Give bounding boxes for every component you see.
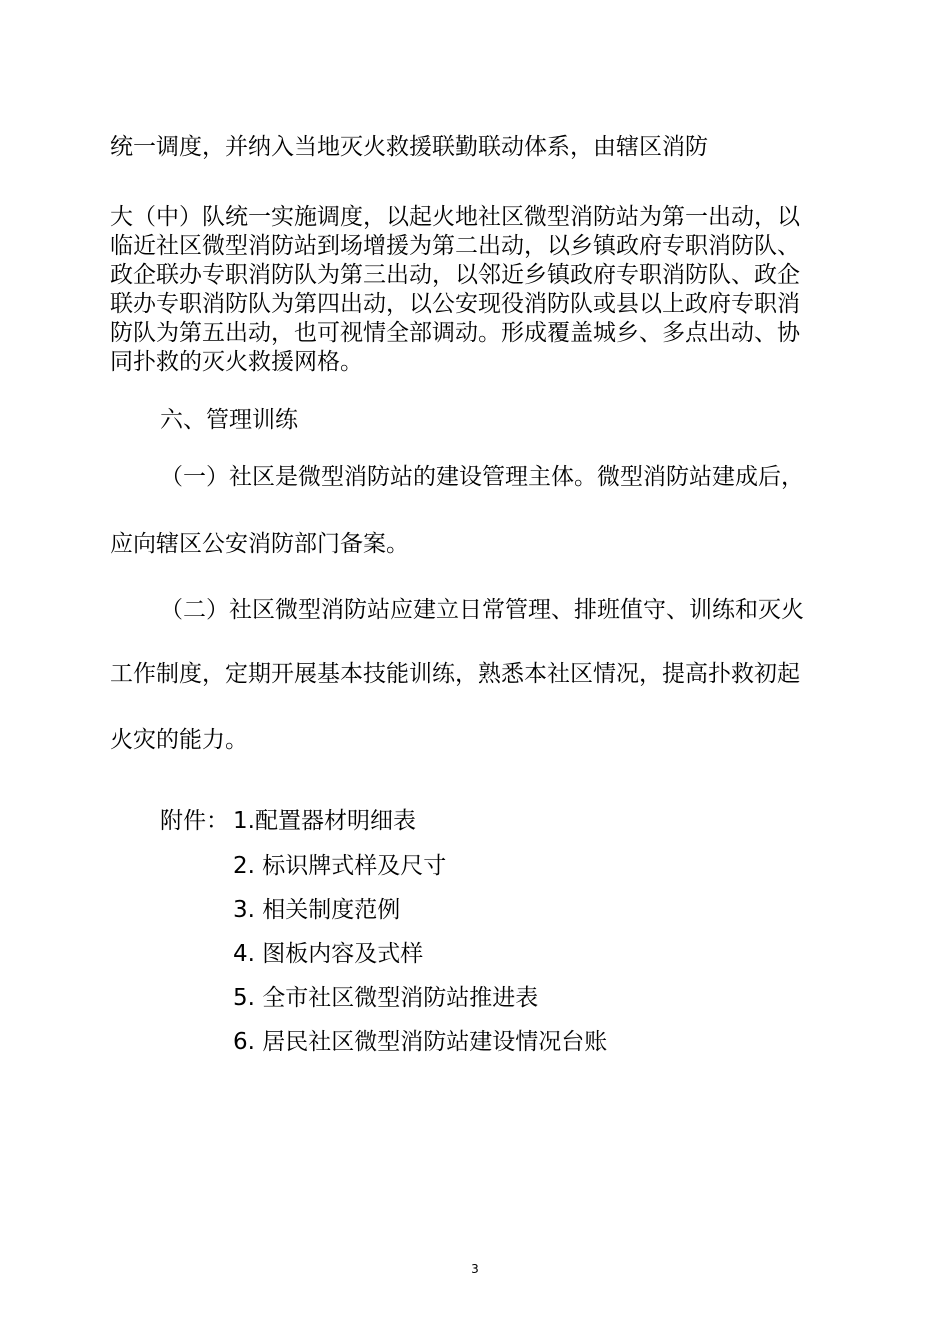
item-two-line: （二）社区微型消防站应建立日常管理、排班值守、训练和灭火 <box>160 597 804 623</box>
paragraph-line: 同扑救的灭火救援网格。 <box>110 349 363 375</box>
section-heading: 六、管理训练 <box>160 407 298 433</box>
attachment-item: 2. 标识牌式样及尺寸 <box>233 853 447 879</box>
attachment-item: 3. 相关制度范例 <box>233 897 401 923</box>
item-two-line: 工作制度，定期开展基本技能训练，熟悉本社区情况，提高扑救初起 <box>110 661 800 687</box>
paragraph-line: 防队为第五出动，也可视情全部调动。形成覆盖城乡、多点出动、协 <box>110 320 800 346</box>
dispatch-paragraph <box>110 203 850 377</box>
paragraph-line: 联办专职消防队为第四出动，以公安现役消防队或县以上政府专职消 <box>110 291 800 317</box>
paragraph-line: 政企联办专职消防队为第三出动，以邻近乡镇政府专职消防队、政企 <box>110 262 800 288</box>
attachment-item: 4. 图板内容及式样 <box>233 941 424 967</box>
page-number: 3 <box>471 1262 479 1276</box>
attachments-label: 附件： <box>160 808 229 834</box>
item-two-line: 火灾的能力。 <box>110 727 248 753</box>
item-one-line: （一）社区是微型消防站的建设管理主体。微型消防站建成后， <box>160 464 804 490</box>
attachment-item: 1.配置器材明细表 <box>233 808 416 834</box>
item-one-line: 应向辖区公安消防部门备案。 <box>110 531 409 557</box>
paragraph-line: 大（中）队统一实施调度，以起火地社区微型消防站为第一出动，以 <box>110 204 800 230</box>
attachment-item: 5. 全市社区微型消防站推进表 <box>233 985 539 1011</box>
attachment-item: 6. 居民社区微型消防站建设情况台账 <box>233 1029 608 1055</box>
paragraph-line: 临近社区微型消防站到场增援为第二出动，以乡镇政府专职消防队、 <box>110 233 800 259</box>
paragraph-continuation: 统一调度，并纳入当地灭火救援联勤联动体系，由辖区消防 <box>110 134 708 160</box>
